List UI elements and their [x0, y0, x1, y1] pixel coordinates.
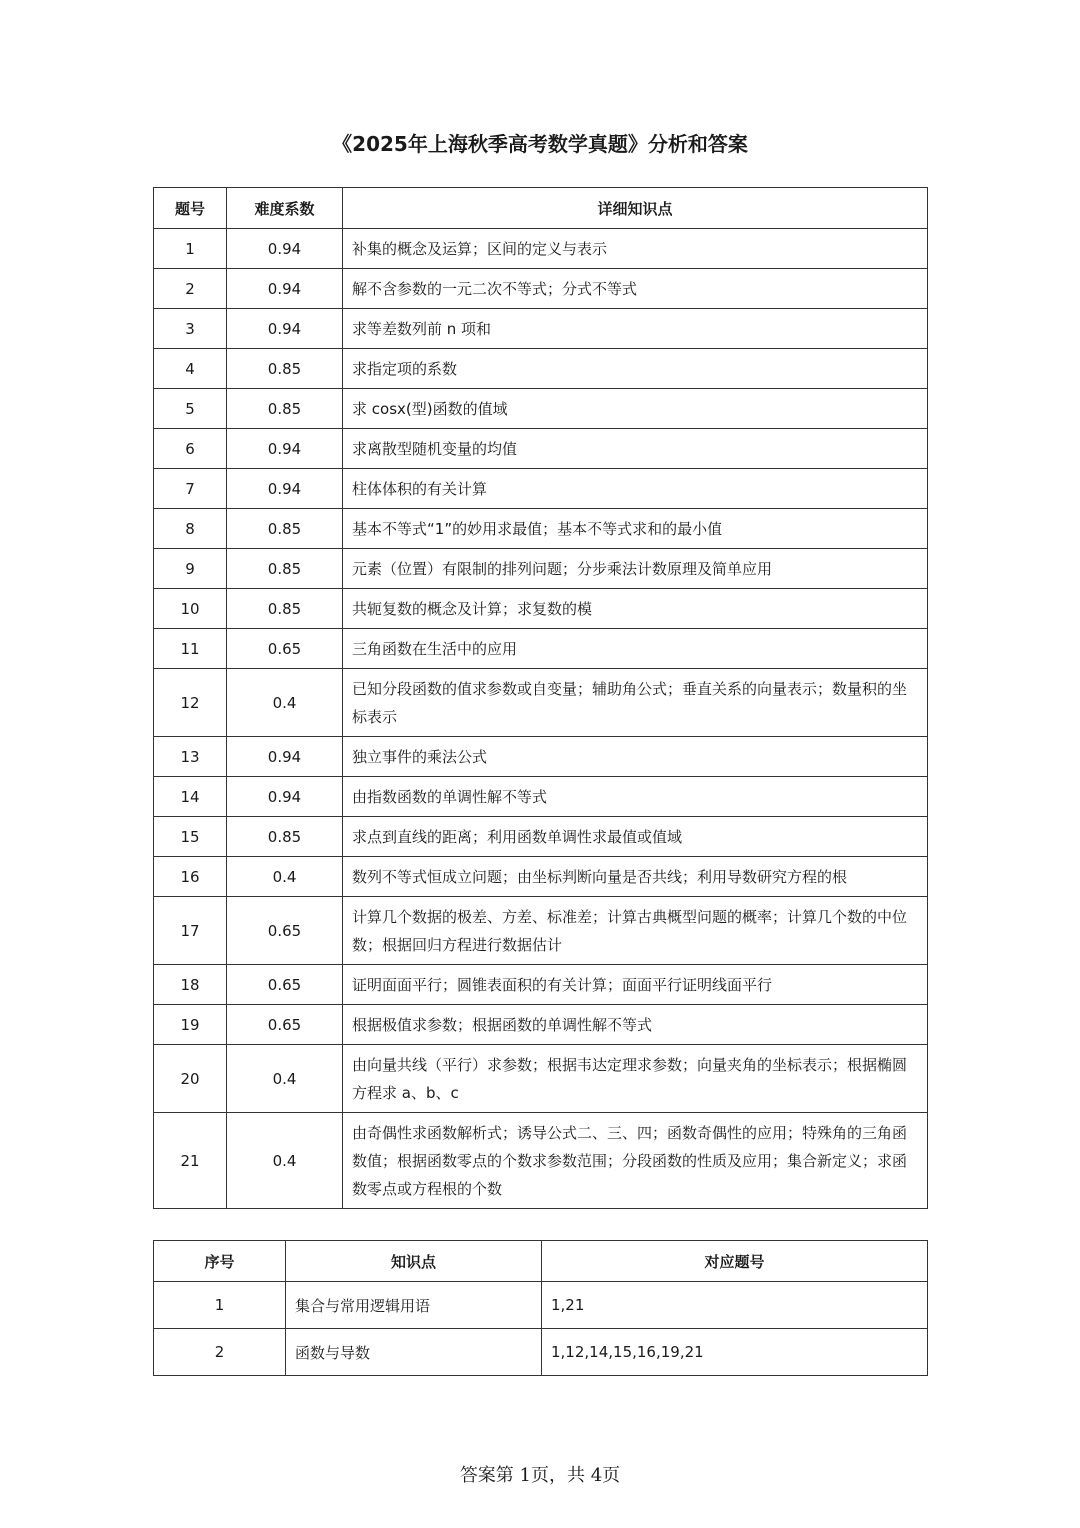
question-number-cell: 16 — [154, 857, 227, 897]
question-number-cell: 7 — [154, 469, 227, 509]
knowledge-points-cell: 根据极值求参数；根据函数的单调性解不等式 — [343, 1005, 928, 1045]
index-cell: 2 — [154, 1329, 286, 1376]
summary-header-row — [154, 1241, 928, 1282]
difficulty-cell: 0.94 — [227, 777, 343, 817]
question-numbers-cell: 1,21 — [542, 1282, 928, 1329]
question-number-cell: 11 — [154, 629, 227, 669]
question-number-cell: 19 — [154, 1005, 227, 1045]
question-number-cell: 13 — [154, 737, 227, 777]
knowledge-points-cell: 求 cosx(型)函数的值域 — [343, 389, 928, 429]
question-number-cell: 18 — [154, 965, 227, 1005]
knowledge-points-cell: 柱体体积的有关计算 — [343, 469, 928, 509]
difficulty-cell: 0.4 — [227, 857, 343, 897]
table-row — [154, 509, 928, 549]
page-title: 《2025年上海秋季高考数学真题》分析和答案 — [332, 132, 748, 156]
knowledge-points-cell: 求离散型随机变量的均值 — [343, 429, 928, 469]
header-knowledge-points: 详细知识点 — [343, 188, 928, 229]
summary-table — [153, 1240, 928, 1376]
difficulty-cell: 0.65 — [227, 897, 343, 965]
topic-cell: 集合与常用逻辑用语 — [286, 1282, 542, 1329]
question-number-cell: 17 — [154, 897, 227, 965]
knowledge-points-cell: 由奇偶性求函数解析式；诱导公式二、三、四；函数奇偶性的应用；特殊角的三角函数值；根据函数零点的个数求参数范围；分段函数的性质及应用；集合新定义；求函数零点或方程根的个数 — [343, 1113, 928, 1209]
header-topic: 知识点 — [286, 1241, 542, 1282]
table-row — [154, 1113, 928, 1209]
difficulty-cell: 0.94 — [227, 269, 343, 309]
question-number-cell: 9 — [154, 549, 227, 589]
table-row — [154, 549, 928, 589]
knowledge-points-cell: 证明面面平行；圆锥表面积的有关计算；面面平行证明线面平行 — [343, 965, 928, 1005]
knowledge-points-cell: 求指定项的系数 — [343, 349, 928, 389]
table-row — [154, 589, 928, 629]
table-row — [154, 669, 928, 737]
difficulty-cell: 0.94 — [227, 429, 343, 469]
difficulty-cell: 0.94 — [227, 469, 343, 509]
difficulty-cell: 0.4 — [227, 669, 343, 737]
difficulty-cell: 0.85 — [227, 509, 343, 549]
difficulty-cell: 0.85 — [227, 349, 343, 389]
difficulty-cell: 0.85 — [227, 817, 343, 857]
difficulty-cell: 0.94 — [227, 229, 343, 269]
knowledge-points-cell: 计算几个数据的极差、方差、标准差；计算古典概型问题的概率；计算几个数的中位数；根据回归方程进行数据估计 — [343, 897, 928, 965]
topic-cell: 函数与导数 — [286, 1329, 542, 1376]
knowledge-points-cell: 三角函数在生活中的应用 — [343, 629, 928, 669]
table-row — [154, 1329, 928, 1376]
analysis-header-row — [154, 188, 928, 229]
difficulty-cell: 0.85 — [227, 389, 343, 429]
analysis-table — [153, 187, 928, 1209]
question-numbers-cell: 1,12,14,15,16,19,21 — [542, 1329, 928, 1376]
question-number-cell: 1 — [154, 229, 227, 269]
knowledge-points-cell: 元素（位置）有限制的排列问题；分步乘法计数原理及简单应用 — [343, 549, 928, 589]
table-row — [154, 309, 928, 349]
table-row — [154, 737, 928, 777]
difficulty-cell: 0.85 — [227, 589, 343, 629]
question-number-cell: 20 — [154, 1045, 227, 1113]
difficulty-cell: 0.85 — [227, 549, 343, 589]
knowledge-points-cell: 解不含参数的一元二次不等式；分式不等式 — [343, 269, 928, 309]
difficulty-cell: 0.65 — [227, 1005, 343, 1045]
table-row — [154, 965, 928, 1005]
question-number-cell: 4 — [154, 349, 227, 389]
knowledge-points-cell: 已知分段函数的值求参数或自变量；辅助角公式；垂直关系的向量表示；数量积的坐标表示 — [343, 669, 928, 737]
question-number-cell: 5 — [154, 389, 227, 429]
index-cell: 1 — [154, 1282, 286, 1329]
difficulty-cell: 0.4 — [227, 1113, 343, 1209]
question-number-cell: 6 — [154, 429, 227, 469]
knowledge-points-cell: 求点到直线的距离；利用函数单调性求最值或值域 — [343, 817, 928, 857]
table-row — [154, 1005, 928, 1045]
question-number-cell: 21 — [154, 1113, 227, 1209]
knowledge-points-cell: 补集的概念及运算；区间的定义与表示 — [343, 229, 928, 269]
table-row — [154, 1045, 928, 1113]
difficulty-cell: 0.65 — [227, 629, 343, 669]
difficulty-cell: 0.65 — [227, 965, 343, 1005]
knowledge-points-cell: 由指数函数的单调性解不等式 — [343, 777, 928, 817]
question-number-cell: 14 — [154, 777, 227, 817]
knowledge-points-cell: 共轭复数的概念及计算；求复数的模 — [343, 589, 928, 629]
difficulty-cell: 0.4 — [227, 1045, 343, 1113]
table-row — [154, 629, 928, 669]
question-number-cell: 2 — [154, 269, 227, 309]
table-row — [154, 349, 928, 389]
header-index: 序号 — [154, 1241, 286, 1282]
table-row — [154, 389, 928, 429]
difficulty-cell: 0.94 — [227, 737, 343, 777]
header-question-numbers: 对应题号 — [542, 1241, 928, 1282]
knowledge-points-cell: 数列不等式恒成立问题；由坐标判断向量是否共线；利用导数研究方程的根 — [343, 857, 928, 897]
header-question-no: 题号 — [154, 188, 227, 229]
table-row — [154, 469, 928, 509]
table-row — [154, 1282, 928, 1329]
table-row — [154, 897, 928, 965]
table-row — [154, 269, 928, 309]
table-row — [154, 229, 928, 269]
knowledge-points-cell: 独立事件的乘法公式 — [343, 737, 928, 777]
table-row — [154, 777, 928, 817]
knowledge-points-cell: 求等差数列前 n 项和 — [343, 309, 928, 349]
question-number-cell: 15 — [154, 817, 227, 857]
table-row — [154, 857, 928, 897]
table-row — [154, 817, 928, 857]
question-number-cell: 3 — [154, 309, 227, 349]
knowledge-points-cell: 基本不等式“1”的妙用求最值；基本不等式求和的最小值 — [343, 509, 928, 549]
header-difficulty: 难度系数 — [227, 188, 343, 229]
question-number-cell: 8 — [154, 509, 227, 549]
question-number-cell: 10 — [154, 589, 227, 629]
question-number-cell: 12 — [154, 669, 227, 737]
difficulty-cell: 0.94 — [227, 309, 343, 349]
page-footer: 答案第 1页，共 4页 — [459, 1465, 621, 1486]
table-row — [154, 429, 928, 469]
knowledge-points-cell: 由向量共线（平行）求参数；根据韦达定理求参数；向量夹角的坐标表示；根据椭圆方程求 a、b、c — [343, 1045, 928, 1113]
